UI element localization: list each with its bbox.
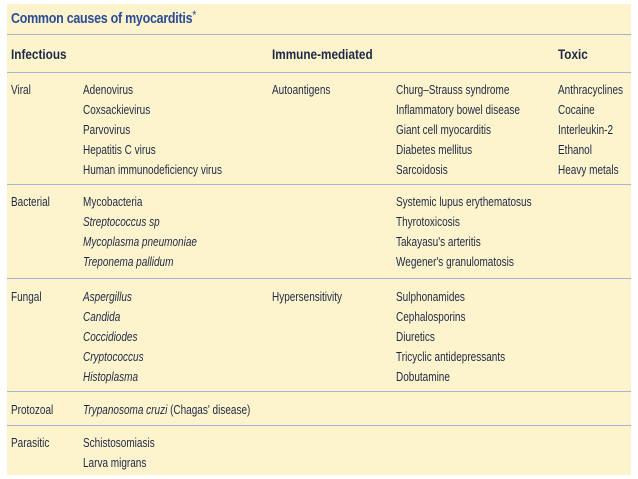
list-item: Coccidiodes (83, 330, 138, 344)
row-rule-protozoal (7, 425, 631, 426)
myocarditis-table (7, 4, 631, 475)
list-item: Parvovirus (83, 123, 131, 137)
header-immune-mediated: Immune-mediated (272, 46, 373, 62)
list-item: Cephalosporins (396, 310, 466, 324)
list-item: Interleukin-2 (558, 123, 614, 137)
title-footnote-mark: * (192, 8, 197, 22)
list-item: Anthracyclines (558, 83, 624, 97)
list-item: Diabetes mellitus (396, 143, 473, 157)
list-item: Mycoplasma pneumoniae (83, 235, 197, 249)
parasitic-list (83, 433, 155, 473)
list-item: Churg–Strauss syndrome (396, 83, 510, 97)
row-rule-viral (7, 184, 631, 185)
bacterial-list (83, 192, 197, 272)
list-item: Schistosomiasis (83, 436, 155, 450)
list-item: Coxsackievirus (83, 103, 151, 117)
fungal-list (83, 287, 144, 387)
category-fungal: Fungal (11, 290, 42, 304)
category-parasitic: Parasitic (11, 436, 50, 450)
category-viral: Viral (11, 83, 31, 97)
category-bacterial: Bacterial (11, 195, 50, 209)
list-item: Systemic lupus erythematosus (396, 195, 532, 209)
list-item: Histoplasma (83, 370, 139, 384)
list-item: Thyrotoxicosis (396, 215, 460, 229)
protozoal-entry (83, 400, 250, 420)
list-item: Diuretics (396, 330, 435, 344)
list-item: Human immunodeficiency virus (83, 163, 222, 177)
row-rule-bacterial (7, 278, 631, 279)
list-item: Wegener's granulomatosis (396, 255, 514, 269)
list-item: Sulphonamides (396, 290, 465, 304)
table-title: Common causes of myocarditis* (11, 8, 197, 27)
category-hypersensitivity: Hypersensitivity (272, 290, 343, 304)
list-item: Ethanol (558, 143, 592, 157)
title-rule (7, 34, 631, 35)
autoantigens-list (396, 80, 520, 180)
list-item: Dobutamine (396, 370, 450, 384)
hypersensitivity-list (396, 287, 505, 387)
list-item: Heavy metals (558, 163, 619, 177)
header-infectious: Infectious (11, 46, 67, 62)
list-item: Adenovirus (83, 83, 134, 97)
protozoal-organism: Trypanosoma cruzi (83, 403, 168, 417)
row-rule-fungal (7, 391, 631, 392)
category-protozoal: Protozoal (11, 403, 54, 417)
list-item: Mycobacteria (83, 195, 143, 209)
protozoal-note: (Chagas' disease) (167, 403, 251, 417)
list-item: Aspergillus (83, 290, 132, 304)
list-item: Hepatitis C virus (83, 143, 156, 157)
toxic-list (558, 80, 623, 180)
list-item: Giant cell myocarditis (396, 123, 492, 137)
list-item: Cryptococcus (83, 350, 144, 364)
list-item: Streptococcus sp (83, 215, 160, 229)
list-item: Inflammatory bowel disease (396, 103, 520, 117)
autoantigens-list-continued (396, 192, 532, 272)
list-item: Tricyclic antidepressants (396, 350, 506, 364)
viral-list (83, 80, 222, 180)
header-rule (7, 72, 631, 73)
header-toxic: Toxic (558, 46, 588, 62)
list-item: Sarcoidosis (396, 163, 448, 177)
list-item: Cocaine (558, 103, 595, 117)
list-item: Treponema pallidum (83, 255, 174, 269)
category-autoantigens: Autoantigens (272, 83, 331, 97)
list-item: Takayasu's arteritis (396, 235, 481, 249)
list-item: Larva migrans (83, 456, 147, 470)
list-item: Candida (83, 310, 121, 324)
